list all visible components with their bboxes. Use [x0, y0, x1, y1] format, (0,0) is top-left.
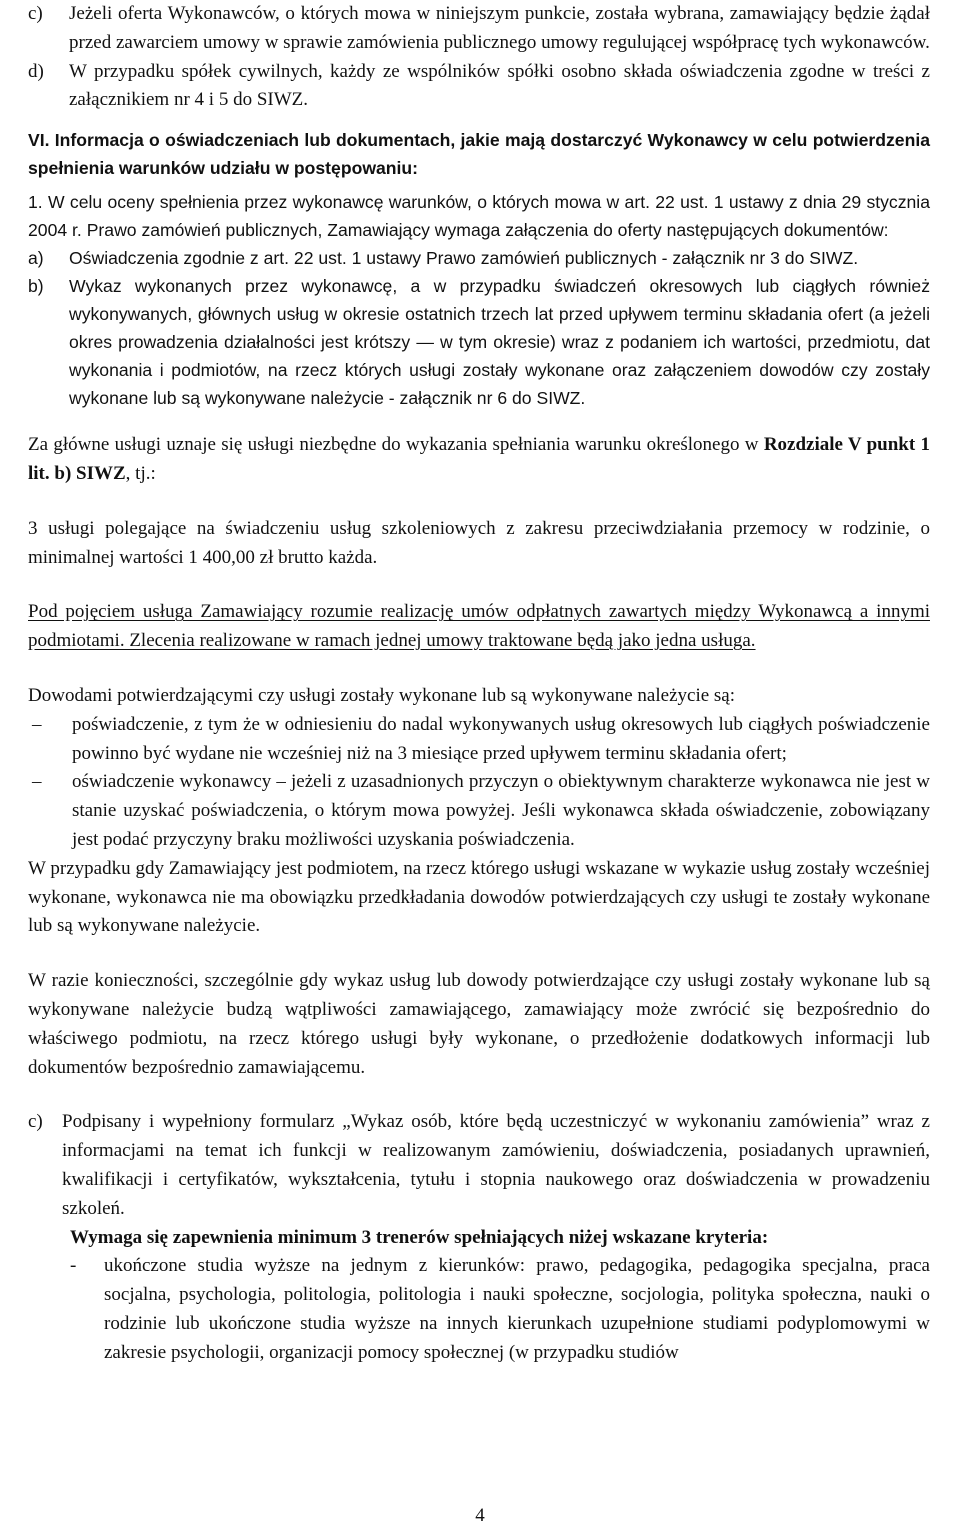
evidence-after-paragraph: W przypadku gdy Zamawiający jest podmiotem, na rzecz którego usługi wskazane w wykazie usług zostały wcześniej wykonane, wykonawca nie ma obowiązku przedkładania dowodów potwierdzających czy usługi te zostały wykonane lub są wykonywane należycie. [28, 857, 930, 937]
list-label: c) [28, 1111, 43, 1133]
list-text: W przypadku spółek cywilnych, każdy ze wspólników spółki osobno składa oświadczenia zgodne w treści z załącznikiem nr 4 i 5 do SIWZ. [69, 60, 930, 111]
list-text: Wykaz wykonanych przez wykonawcę, a w przypadku świadczeń okresowych lub ciągłych również wykonywanych, głównych usług w okresie ostatnich trzech lat przed upływem terminu składania ofert (a jeżeli okres prowadzenia działalności jest krótszy — w tym okresie) wraz z podaniem ich wartości, przedmiotu, dat wykonania i podmiotów, na rzecz których usługi zostały wykonane oraz załączeniem dowodów czy zostały wykonane lub są wykonywane należycie - załącznik nr 6 do SIWZ. [69, 276, 930, 409]
list-text: Oświadczenia zgodnie z art. 22 ust. 1 ustawy Prawo zamówień publicznych - załącznik nr 3 do SIWZ. [69, 248, 859, 269]
list-label: c) [28, 3, 43, 24]
numbered-item-1 [28, 188, 930, 244]
list-item-c-persons [28, 1108, 930, 1223]
list-label: a) [28, 248, 44, 269]
dash-bullet: – [32, 771, 42, 793]
dash-bullet: – [32, 713, 42, 735]
list-item-b-services-list [28, 272, 930, 412]
text-run: , tj.: [125, 462, 156, 484]
list-item-a-statements [28, 244, 930, 272]
text-run: Za główne usługi uznaje się usługi niezbędne do wykazania spełniania warunku określonego w [28, 434, 764, 456]
list-label: b) [28, 276, 44, 297]
list-text: Podpisany i wypełniony formularz „Wykaz osób, które będą uczestniczyć w wykonaniu zamówienia” wraz z informacjami na temat ich funkcji w realizowanym zamówieniu, doświadczenia, posiadanych uprawnień, kwalifikacji i certyfikatów, wykształcenia, tytułu i stopnia naukowego oraz doświadczenia w prowadzeniu szkoleń. [62, 1111, 930, 1219]
list-text: ukończone studia wyższe na jednym z kierunków: prawo, pedagogika, pedagogika specjalna, praca socjalna, psychologia, politologia, politologia i nauki społeczne, socjologia, polityka społeczna, nauki o rodzinie lub ukończone studia wyższe na innych kierunkach uzupełnione studiami podyplomowymi w zakresie psychologii, organizacji pomocy społecznej (w przypadku studiów [104, 1255, 930, 1363]
list-item-d-partnerships [28, 58, 930, 116]
dash-bullet: - [70, 1255, 77, 1277]
trainer-criteria-item-1 [28, 1252, 930, 1367]
three-services-paragraph: 3 usługi polegające na świadczeniu usług szkoleniowych z zakresu przeciwdziałania przemocy w rodzinie, o minimalnej wartości 1 400,00 zł brutto każda. [28, 517, 930, 568]
page-number: 4 [475, 1505, 485, 1526]
bold-reference: Rozdziale V punkt 1 lit. b) SIWZ [28, 434, 930, 484]
trainers-requirement: Wymaga się zapewnienia minimum 3 trenerów spełniających niżej wskazane kryteria: [70, 1226, 769, 1248]
section-heading-vi: VI. Informacja o oświadczeniach lub dokumentach, jakie mają dostarczyć Wykonawcy w celu potwierdzenia spełnienia warunków udziału w postępowaniu: [28, 130, 930, 179]
list-text: Jeżeli oferta Wykonawców, o których mowa w niniejszym punkcie, została wybrana, zamawiający będzie żądał przed zawarciem umowy w sprawie zamówienia publicznego umowy regulującej współpracę tych wykonawców. [69, 3, 930, 53]
list-item-c-cooperation [28, 0, 930, 58]
item-number: 1. [28, 192, 43, 213]
evidence-intro: Dowodami potwierdzającymi czy usługi zostały wykonane lub są wykonywane należycie są: [28, 684, 736, 706]
list-text: oświadczenie wykonawcy – jeżeli z uzasadnionych przyczyn o obiektywnym charakterze wykonawca nie jest w stanie uzyskać poświadczenia, o którym mowa powyżej. Jeśli wykonawca składa oświadczenie, zobowiązany jest podać przyczyny braku możliwości uzyskania poświadczenia. [72, 771, 930, 850]
main-services-paragraph [28, 431, 930, 489]
item-text: W celu oceny spełnienia przez wykonawcę warunków, o których mowa w art. 22 ust. 1 ustawy z dnia 29 stycznia 2004 r. Prawo zamówień publicznych, Zamawiający wymaga załączenia do oferty następujących dokumentów: [28, 192, 931, 241]
list-text: poświadczenie, z tym że w odniesieniu do nadal wykonywanych usług okresowych lub ciągłych poświadczenie powinno być wydane nie wcześniej niż na 3 miesiące przed upływem terminu składania ofert; [72, 713, 930, 764]
evidence-item-1 [28, 711, 930, 769]
doubts-paragraph: W razie konieczności, szczególnie gdy wykaz usług lub dowody potwierdzające czy usługi zostały wykonane lub są wykonywane należycie budzą wątpliwości zamawiającego, zamawiający może zwrócić się bezpośrednio do właściwego podmiotu, na rzecz którego usługi były wykonane, o przedłożenie dodatkowych informacji lub dokumentów bezpośrednio zamawiającemu. [28, 970, 930, 1078]
evidence-item-2 [28, 768, 930, 854]
list-label: d) [28, 60, 44, 82]
service-definition-paragraph: Pod pojęciem usługa Zamawiający rozumie realizację umów odpłatnych zawartych między Wykonawcą a innymi podmiotami. Zlecenia realizowane w ramach jednej umowy traktowane będą jako jedna usługa. [28, 601, 930, 652]
